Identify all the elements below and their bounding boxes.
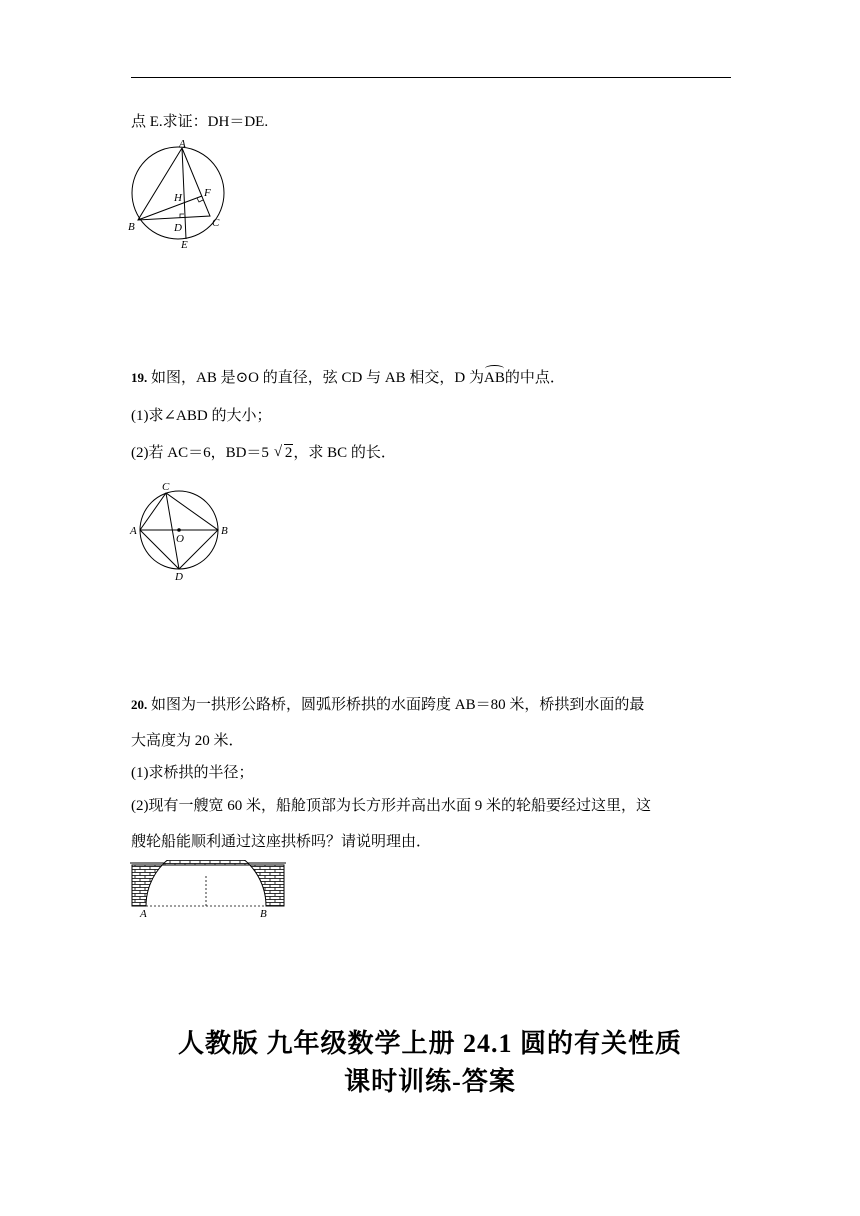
q20-bridge-figure — [128, 860, 288, 920]
header-rule — [131, 77, 731, 78]
q19-stem-prefix: 如图，AB 是⊙O 的直径，弦 CD 与 AB 相交，D 为 — [151, 370, 484, 386]
q19-radicand: 2 — [284, 445, 293, 461]
q19-stem-suffix: 的中点． — [504, 370, 565, 386]
q20-part2-line1: (2)现有一艘宽 60 米，船舱顶部为长方形并高出水面 9 米的轮船要经过这里，这 — [131, 798, 651, 814]
q19-sqrt — [275, 443, 294, 463]
fig1-label-c: C — [212, 217, 220, 229]
q19-part1: (1)求∠ABD 的大小； — [131, 408, 272, 424]
q19-figure — [126, 478, 236, 584]
q19-arc-ab: AB — [484, 370, 505, 386]
fig2-label-o: O — [176, 533, 184, 545]
q20-number: 20. — [131, 697, 148, 712]
q19-part2 — [131, 443, 396, 463]
fig1-label-e: E — [181, 239, 188, 250]
q20-part1: (1)求桥拱的半径； — [131, 765, 254, 781]
q20-line2: 大高度为 20 米． — [131, 733, 244, 749]
q19-number: 19. — [131, 370, 148, 385]
fig2-label-b: B — [221, 525, 228, 537]
fig1-label-b: B — [128, 221, 135, 233]
q20-line1-text: 如图为一拱形公路桥，圆弧形桥拱的水面跨度 AB＝80 米，桥拱到水面的最 — [151, 697, 645, 713]
q20-part2-line2: 艘轮船能顺利通过这座拱桥吗？请说明理由． — [131, 834, 432, 850]
fig2-label-a: A — [130, 525, 137, 537]
q19-part2-suffix: ，求 BC 的长． — [293, 445, 396, 461]
answer-title-line1: 人教版 九年级数学上册 24.1 圆的有关性质 — [177, 1029, 682, 1058]
q19-stem — [131, 368, 565, 388]
fig1-label-f: F — [204, 187, 211, 199]
sqrt-sign: √ — [273, 444, 283, 460]
q18-figure — [124, 138, 234, 250]
q20-line1 — [131, 695, 644, 715]
fig1-label-d: D — [174, 222, 182, 234]
q18-continued-text: 点 E.求证：DH＝DE. — [131, 114, 269, 130]
answer-title-line2: 课时训练-答案 — [344, 1067, 516, 1096]
fig2-label-c: C — [162, 481, 170, 493]
fig1-label-a: A — [179, 138, 186, 150]
fig2-label-d: D — [175, 571, 183, 583]
fig1-label-h: H — [174, 192, 182, 204]
fig3-label-a: A — [140, 908, 147, 920]
q19-part2-prefix: (2)若 AC＝6，BD＝5 — [131, 445, 269, 461]
fig3-label-b: B — [260, 908, 267, 920]
